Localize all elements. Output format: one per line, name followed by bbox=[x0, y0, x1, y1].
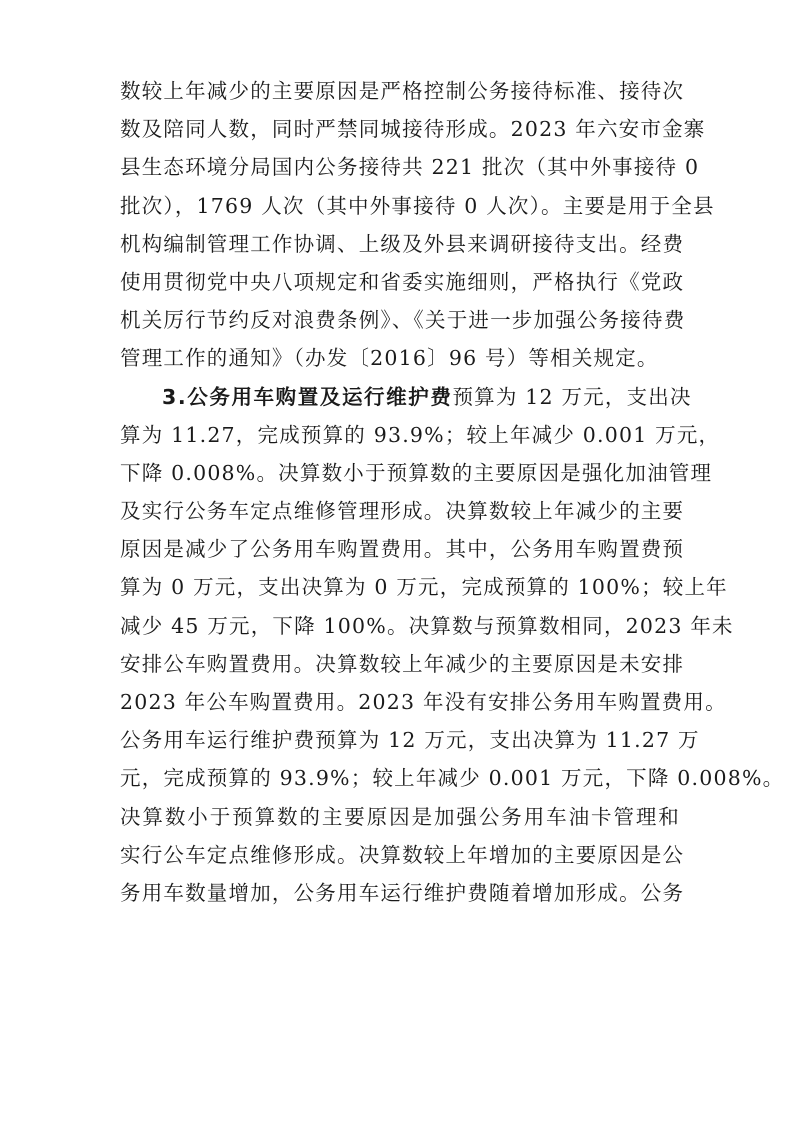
text-line: 决算数小于预算数的主要原因是加强公务用车油卡管理和 bbox=[120, 804, 680, 829]
section3-first-line bbox=[120, 378, 692, 416]
text-line: 减少 45 万元，下降 100%。决算数与预算数相同，2023 年未 bbox=[120, 613, 734, 638]
text-line: 实行公车定点维修形成。决算数较上年增加的主要原因是公 bbox=[120, 842, 685, 867]
text-line: 县生态环境分局国内公务接待共 221 批次（其中外事接待 0 bbox=[120, 155, 700, 180]
text-line: 使用贯彻党中央八项规定和省委实施细则，严格执行《党政 bbox=[120, 269, 685, 294]
section3-first-line-rest: 预算为 12 万元，支出决 bbox=[452, 384, 692, 409]
text-line: 务用车数量增加，公务用车运行维护费随着增加形成。公务 bbox=[120, 880, 685, 905]
text-line: 元，完成预算的 93.9%；较上年减少 0.001 万元，下降 0.008%。 bbox=[120, 766, 785, 791]
text-line: 数及陪同人数，同时严禁同城接待形成。2023 年六安市金寨 bbox=[120, 117, 706, 142]
text-line: 原因是减少了公务用车购置费用。其中，公务用车购置费预 bbox=[120, 537, 685, 562]
text-line: 算为 0 万元，支出决算为 0 万元，完成预算的 100%；较上年 bbox=[120, 575, 728, 600]
text-line: 2023 年公车购置费用。2023 年没有安排公务用车购置费用。 bbox=[120, 690, 727, 714]
text-line: 批次），1769 人次（其中外事接待 0 人次）。主要是用于全县 bbox=[120, 193, 715, 218]
text-line: 管理工作的通知》（办发〔2016〕96 号）等相关规定。 bbox=[120, 346, 659, 371]
section3-heading: 3.公务用车购置及运行维护费 bbox=[162, 384, 453, 409]
text-line: 数较上年减少的主要原因是严格控制公务接待标准、接待次 bbox=[120, 79, 685, 103]
text-line: 机构编制管理工作协调、上级及外县来调研接待支出。经费 bbox=[120, 231, 685, 256]
text-line: 算为 11.27，完成预算的 93.9%；较上年减少 0.001 万元， bbox=[120, 422, 721, 447]
text-line: 机关厉行节约反对浪费条例》、《关于进一步加强公务接待费 bbox=[120, 308, 686, 333]
body-text bbox=[120, 72, 785, 912]
text-line: 公务用车运行维护费预算为 12 万元，支出决算为 11.27 万 bbox=[120, 728, 700, 753]
text-line: 下降 0.008%。决算数小于预算数的主要原因是强化加油管理 bbox=[120, 460, 713, 485]
text-line: 安排公车购置费用。决算数较上年减少的主要原因是未安排 bbox=[120, 651, 685, 676]
text-line: 及实行公务车定点维修管理形成。决算数较上年减少的主要 bbox=[120, 499, 685, 524]
